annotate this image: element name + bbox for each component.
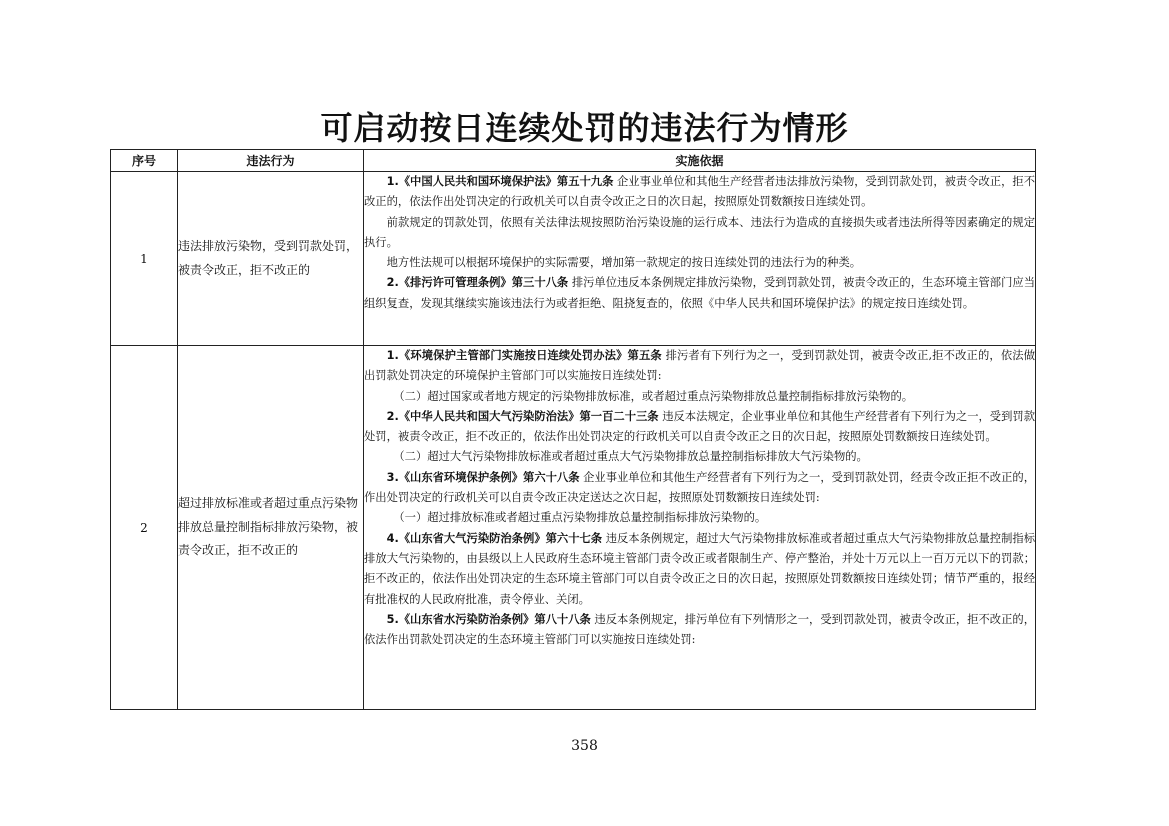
law-article: 5.《山东省水污染防治条例》第八十八条 bbox=[386, 612, 591, 626]
basis-paragraph bbox=[364, 253, 1035, 273]
header-violation: 违法行为 bbox=[178, 150, 364, 172]
basis-text: 企业事业单位和其他生产经营者有下列行为之一，受到罚款处罚，经责令改正拒不改正的，作出处罚决定的行政机关可以自责令改正决定送达之次日起，按照原处罚数额按日连续处罚: bbox=[364, 470, 1035, 505]
table-row bbox=[111, 346, 1036, 710]
row-violation: 违法排放污染物，受到罚款处罚，被责令改正，拒不改正的 bbox=[178, 172, 364, 346]
page-title: 可启动按日连续处罚的违法行为情形 bbox=[320, 109, 849, 147]
basis-text: 违反本法规定，企业事业单位和其他生产经营者有下列行为之一，受到罚款处罚，被责令改正，拒不改正的，依法作出处罚决定的行政机关可以自责令改正之日的次日起，按照原处罚数额按日连续处罚。 bbox=[364, 409, 1035, 444]
basis-item bbox=[364, 387, 1035, 407]
basis-text: 排污者有下列行为之一，受到罚款处罚，被责令改正,拒不改正的，依法做出罚款处罚决定的环境保护主管部门可以实施按日连续处罚: bbox=[364, 349, 1035, 383]
basis-item bbox=[364, 508, 1035, 528]
basis-text: 企业事业单位和其他生产经营者违法排放污染物，受到罚款处罚，被责令改正，拒不改正的，依法作出处罚决定的行政机关可以自责令改正之日的次日起，按照原处罚数额按日连续处罚。 bbox=[364, 175, 1035, 209]
basis-text: 违反本条例规定，排污单位有下列情形之一，受到罚款处罚，被责令改正，拒不改正的，依法作出罚款处罚决定的生态环境主管部门可以实施按日连续处罚: bbox=[364, 612, 1035, 647]
table-header-row bbox=[111, 150, 1036, 172]
row-legal-basis bbox=[364, 172, 1036, 346]
basis-paragraph bbox=[364, 213, 1035, 254]
penalty-table bbox=[110, 149, 1036, 710]
basis-text: （一）超过排放标准或者超过重点污染物排放总量控制指标排放污染物的。 bbox=[393, 511, 767, 525]
basis-text: （二）超过国家或者地方规定的污染物排放标准，或者超过重点污染物排放总量控制指标排放污染物的。 bbox=[393, 389, 914, 403]
basis-text: 排污单位违反本条例规定排放污染物，受到罚款处罚，被责令改正的，生态环境主管部门应当组织复查，发现其继续实施该违法行为或者拒绝、阻挠复查的，依照《中华人民共和国环境保护法》的规定按日连续处罚。 bbox=[364, 276, 1035, 310]
basis-text: 违反本条例规定，超过大气污染物排放标准或者超过重点大气污染物排放总量控制指标排放大气污染物的，由县级以上人民政府生态环境主管部门责令改正或者限制生产、停产整治，并处十万元以上一百万元以下的罚款；拒不改正的，依法作出处罚决定的生态环境主管部门可以自责令改正之日的次日起，按照原处罚数额按日连续处罚；情节严重的，报经有批准权的人民政府批准，责令停业、关闭。 bbox=[364, 531, 1035, 606]
basis-paragraph bbox=[364, 610, 1035, 651]
basis-paragraph bbox=[364, 273, 1035, 314]
law-article: 1.《环境保护主管部门实施按日连续处罚办法》第五条 bbox=[386, 349, 662, 362]
law-article: 2.《排污许可管理条例》第三十八条 bbox=[386, 276, 569, 290]
law-article: 4.《山东省大气污染防治条例》第六十七条 bbox=[386, 531, 603, 545]
law-article: 3.《山东省环境保护条例》第六十八条 bbox=[386, 470, 580, 484]
row-seq: 2 bbox=[111, 346, 178, 710]
header-seq: 序号 bbox=[111, 150, 178, 172]
row-violation: 超过排放标准或者超过重点污染物排放总量控制指标排放污染物，被责令改正，拒不改正的 bbox=[178, 346, 364, 710]
header-legal-basis: 实施依据 bbox=[364, 150, 1036, 172]
basis-paragraph bbox=[364, 172, 1035, 213]
table-row bbox=[111, 172, 1036, 346]
row-legal-basis bbox=[364, 346, 1036, 710]
page-number: 358 bbox=[571, 738, 598, 754]
basis-text: 地方性法规可以根据环境保护的实际需要，增加第一款规定的按日连续处罚的违法行为的种类。 bbox=[386, 256, 862, 270]
basis-item bbox=[364, 447, 1035, 467]
basis-text: 前款规定的罚款处罚，依照有关法律法规按照防治污染设施的运行成本、违法行为造成的直接损失或者违法所得等因素确定的规定执行。 bbox=[364, 215, 1035, 249]
row-seq: 1 bbox=[111, 172, 178, 346]
basis-paragraph bbox=[364, 407, 1035, 448]
law-article: 2.《中华人民共和国大气污染防治法》第一百二十三条 bbox=[386, 409, 659, 423]
law-article: 1.《中国人民共和国环境保护法》第五十九条 bbox=[386, 175, 614, 188]
basis-paragraph bbox=[364, 468, 1035, 509]
basis-paragraph bbox=[364, 529, 1035, 610]
basis-paragraph bbox=[364, 346, 1035, 387]
basis-text: （二）超过大气污染物排放标准或者超过重点大气污染物排放总量控制指标排放大气污染物的。 bbox=[393, 450, 868, 464]
